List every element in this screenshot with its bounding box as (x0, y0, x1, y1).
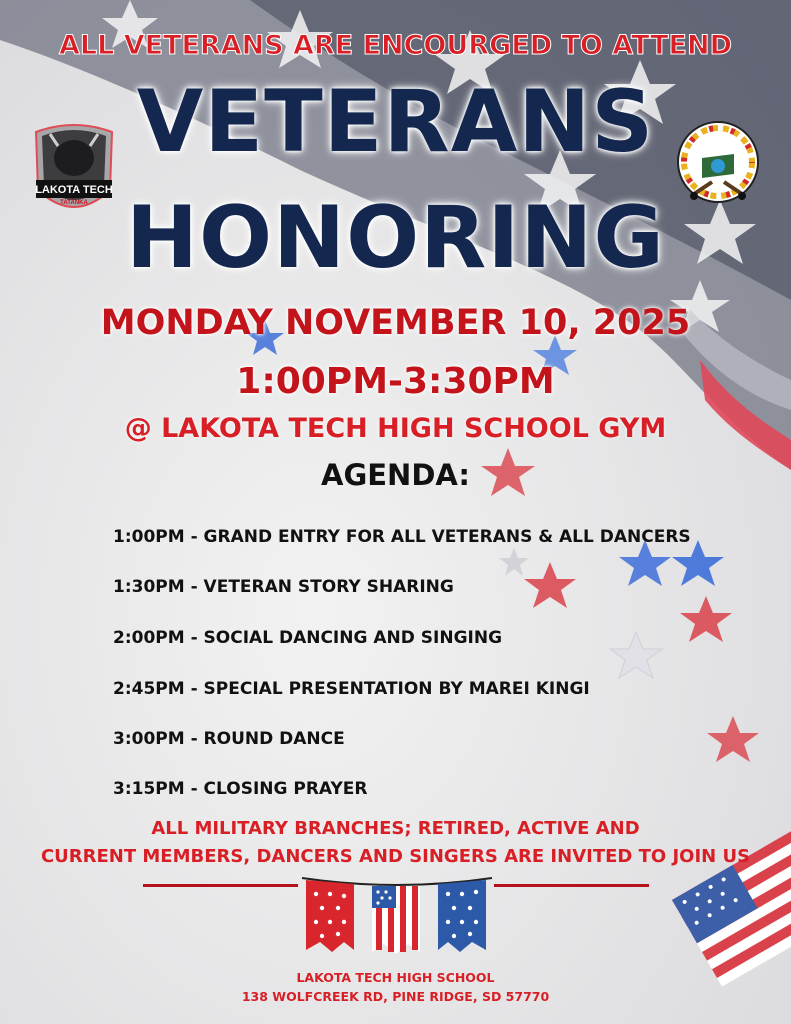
lakota-tech-logo-subtext: TATANKA (60, 200, 88, 206)
encourage-banner: ALL VETERANS ARE ENCOURGED TO ATTEND (59, 30, 732, 61)
bunting-icon (300, 872, 495, 962)
agenda-item: 1:00PM - GRAND ENTRY FOR ALL VETERANS & ALL DANCERS (113, 527, 691, 547)
agenda-item: 3:15PM - CLOSING PRAYER (113, 779, 368, 799)
agenda-heading: AGENDA: (321, 458, 470, 492)
lakota-tech-logo-text: LAKOTA TECH (35, 184, 113, 196)
footer-address: 138 WOLFCREEK RD, PINE RIDGE, SD 57770 (241, 989, 550, 1004)
footer-school: LAKOTA TECH HIGH SCHOOL (296, 970, 495, 985)
agenda-item: 1:30PM - VETERAN STORY SHARING (113, 577, 454, 597)
event-date: MONDAY NOVEMBER 10, 2025 (100, 303, 691, 343)
divider-left (143, 884, 298, 887)
divider-right (494, 884, 649, 887)
invite-line-1: ALL MILITARY BRANCHES; RETIRED, ACTIVE AND (151, 818, 640, 839)
title-line-1: VETERANS (136, 72, 655, 172)
title-line-2: HONORING (126, 188, 665, 288)
event-location: @ LAKOTA TECH HIGH SCHOOL GYM (124, 413, 667, 444)
agenda-item: 2:00PM - SOCIAL DANCING AND SINGING (113, 628, 503, 648)
agenda-item: 2:45PM - SPECIAL PRESENTATION BY MAREI KINGI (113, 679, 590, 699)
agenda-item: 3:00PM - ROUND DANCE (113, 729, 345, 749)
event-time: 1:00PM-3:30PM (236, 361, 555, 402)
invite-line-2: CURRENT MEMBERS, DANCERS AND SINGERS ARE INVITED TO JOIN US (40, 846, 751, 867)
